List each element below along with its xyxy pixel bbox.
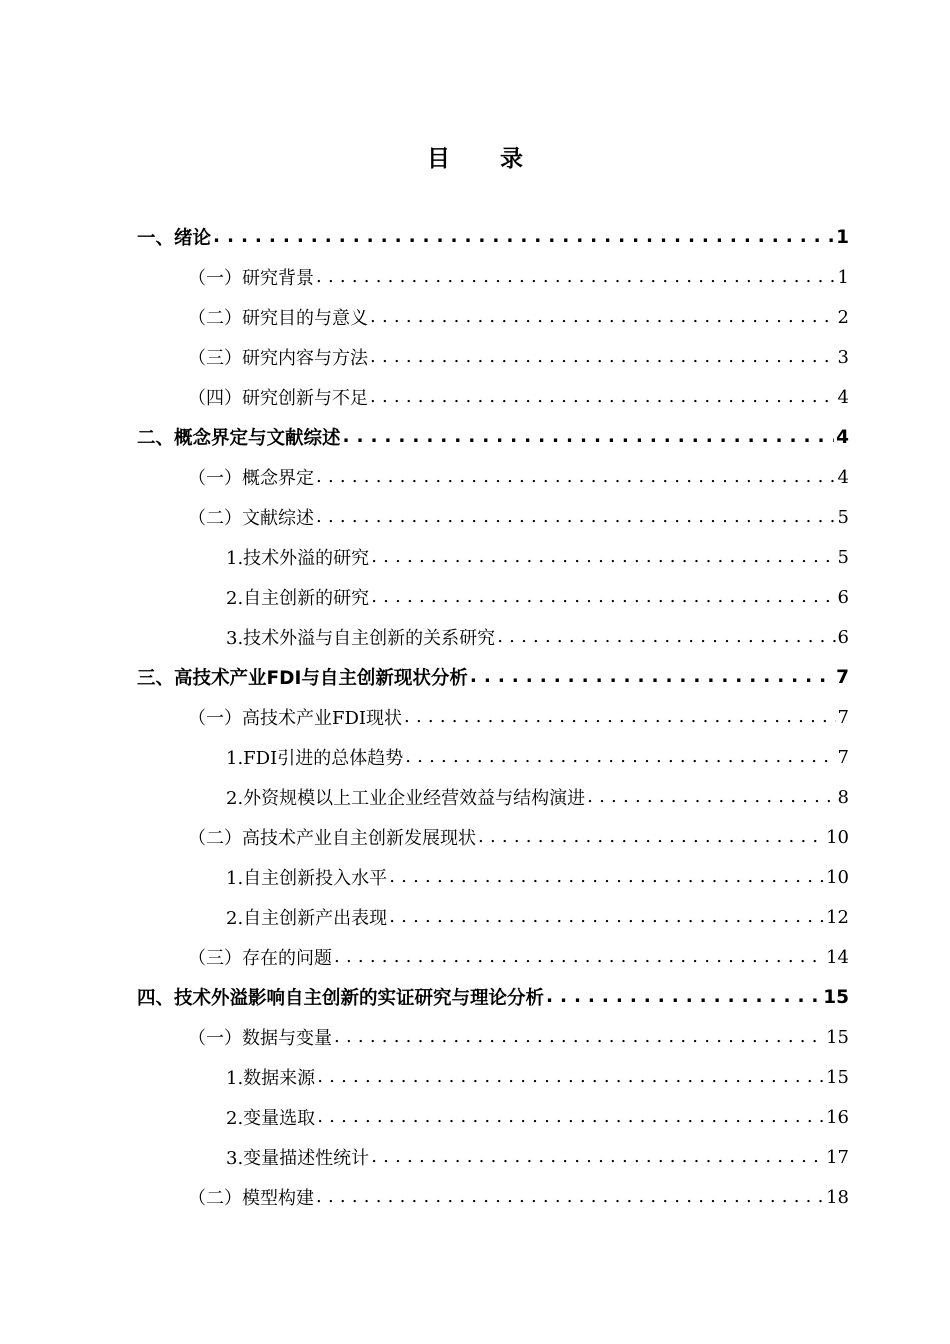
toc-entry-page-number: 8 bbox=[837, 786, 849, 808]
toc-entry-page-number: 10 bbox=[826, 866, 849, 888]
dot-leader bbox=[478, 828, 824, 846]
dot-leader bbox=[316, 268, 836, 286]
dot-leader bbox=[389, 908, 824, 926]
toc-entry-page-number: 15 bbox=[826, 1026, 849, 1048]
toc-entry[interactable] bbox=[0, 697, 950, 737]
toc-entry[interactable] bbox=[0, 377, 950, 417]
toc-entry[interactable] bbox=[0, 337, 950, 377]
toc-entry-title: （二）高技术产业自主创新发展现状 bbox=[188, 828, 476, 849]
toc-entry[interactable] bbox=[0, 457, 950, 497]
toc-entry-title: 1.数据来源 bbox=[226, 1068, 316, 1089]
toc-entry-page-number: 15 bbox=[823, 986, 849, 1008]
dot-leader bbox=[371, 548, 835, 566]
toc-entry-page-number: 4 bbox=[836, 426, 849, 448]
toc-entry-title: （二）模型构建 bbox=[188, 1188, 314, 1209]
toc-entry-page-number: 7 bbox=[837, 746, 849, 768]
toc-entry-title: 2.外资规模以上工业企业经营效益与结构演进 bbox=[226, 788, 586, 809]
dot-leader bbox=[213, 228, 834, 247]
toc-entry-page-number: 1 bbox=[836, 226, 849, 248]
toc-entry[interactable] bbox=[0, 737, 950, 777]
toc-entry-title: （四）研究创新与不足 bbox=[188, 388, 368, 409]
toc-entry[interactable] bbox=[0, 1097, 950, 1137]
toc-entry-title: 四、技术外溢影响自主创新的实证研究与理论分析 bbox=[137, 988, 545, 1009]
dot-leader bbox=[405, 748, 835, 766]
toc-entry-page-number: 7 bbox=[837, 706, 849, 728]
dot-leader bbox=[334, 948, 824, 966]
toc-entry-title: （一）高技术产业FDI现状 bbox=[188, 708, 403, 729]
toc-entry[interactable] bbox=[0, 617, 950, 657]
dot-leader bbox=[546, 988, 821, 1007]
dot-leader bbox=[317, 1068, 824, 1086]
toc-entry-page-number: 5 bbox=[837, 546, 849, 568]
toc-entry[interactable] bbox=[0, 1177, 950, 1217]
toc-entry-page-number: 10 bbox=[826, 826, 849, 848]
toc-entry-page-number: 3 bbox=[837, 346, 849, 368]
toc-entry-title: 3.变量描述性统计 bbox=[226, 1148, 370, 1169]
toc-entry[interactable] bbox=[0, 777, 950, 817]
toc-entry[interactable] bbox=[0, 577, 950, 617]
toc-entry-page-number: 16 bbox=[826, 1106, 849, 1128]
dot-leader bbox=[470, 668, 834, 687]
dot-leader bbox=[370, 348, 836, 366]
dot-leader bbox=[404, 708, 836, 726]
toc-entry-page-number: 5 bbox=[837, 506, 849, 528]
toc-entry-title: 2.自主创新产出表现 bbox=[226, 908, 388, 929]
toc-entry-title: （三）研究内容与方法 bbox=[188, 348, 368, 369]
toc-entry[interactable] bbox=[0, 497, 950, 537]
toc-entry-title: 1.FDI引进的总体趋势 bbox=[226, 748, 404, 769]
dot-leader bbox=[389, 868, 824, 886]
toc-entry-title: （三）存在的问题 bbox=[188, 948, 332, 969]
toc-title bbox=[0, 140, 950, 173]
dot-leader bbox=[370, 308, 836, 326]
toc-entry-page-number: 4 bbox=[837, 466, 849, 488]
toc-entry-title: 1.自主创新投入水平 bbox=[226, 868, 388, 889]
toc-entry-title: 1.技术外溢的研究 bbox=[226, 548, 370, 569]
toc-entry-page-number: 2 bbox=[837, 306, 849, 328]
toc-title-char-1: 目 bbox=[427, 146, 450, 172]
toc-entry[interactable] bbox=[0, 297, 950, 337]
toc-entry[interactable] bbox=[0, 257, 950, 297]
toc-entry-page-number: 1 bbox=[837, 266, 849, 288]
toc-entry[interactable] bbox=[0, 937, 950, 977]
toc-entry[interactable] bbox=[0, 417, 950, 457]
toc-entry-title: （一）概念界定 bbox=[188, 468, 314, 489]
toc-entry-title: （一）数据与变量 bbox=[188, 1028, 332, 1049]
toc-entry[interactable] bbox=[0, 1057, 950, 1097]
toc-entry-page-number: 17 bbox=[826, 1146, 849, 1168]
toc-entry-title: 三、高技术产业FDI与自主创新现状分析 bbox=[137, 668, 468, 689]
toc-entry[interactable] bbox=[0, 1017, 950, 1057]
toc-entry-page-number: 6 bbox=[837, 626, 849, 648]
toc-entry[interactable] bbox=[0, 857, 950, 897]
toc-entry[interactable] bbox=[0, 897, 950, 937]
toc-entry-title: 3.技术外溢与自主创新的关系研究 bbox=[226, 628, 496, 649]
toc-entry[interactable] bbox=[0, 817, 950, 857]
toc-entry-title: （一）研究背景 bbox=[188, 268, 314, 289]
dot-leader bbox=[587, 788, 835, 806]
toc-entry[interactable] bbox=[0, 217, 950, 257]
dot-leader bbox=[334, 1028, 824, 1046]
toc-entry-title: （二）文献综述 bbox=[188, 508, 314, 529]
dot-leader bbox=[497, 628, 835, 646]
toc-entry[interactable] bbox=[0, 657, 950, 697]
toc-entry-page-number: 12 bbox=[826, 906, 849, 928]
dot-leader bbox=[316, 1188, 824, 1206]
dot-leader bbox=[343, 428, 835, 447]
toc-entry-page-number: 14 bbox=[826, 946, 849, 968]
dot-leader bbox=[371, 588, 835, 606]
dot-leader bbox=[316, 468, 836, 486]
toc-entry[interactable] bbox=[0, 977, 950, 1017]
toc-entry-page-number: 7 bbox=[836, 666, 849, 688]
toc-title-char-2: 录 bbox=[500, 146, 523, 172]
dot-leader bbox=[370, 388, 836, 406]
toc-entry-page-number: 18 bbox=[826, 1186, 849, 1208]
table-of-contents bbox=[0, 217, 950, 1217]
toc-entry-title: 一、绪论 bbox=[137, 228, 212, 249]
toc-entry-title: 二、概念界定与文献综述 bbox=[137, 428, 341, 449]
toc-entry-title: （二）研究目的与意义 bbox=[188, 308, 368, 329]
dot-leader bbox=[371, 1148, 824, 1166]
toc-entry-page-number: 6 bbox=[837, 586, 849, 608]
toc-entry-page-number: 4 bbox=[837, 386, 849, 408]
dot-leader bbox=[316, 508, 836, 526]
toc-entry-page-number: 15 bbox=[826, 1066, 849, 1088]
toc-entry-title: 2.变量选取 bbox=[226, 1108, 316, 1129]
toc-entry-title: 2.自主创新的研究 bbox=[226, 588, 370, 609]
toc-entry[interactable] bbox=[0, 1137, 950, 1177]
toc-entry[interactable] bbox=[0, 537, 950, 577]
dot-leader bbox=[317, 1108, 824, 1126]
